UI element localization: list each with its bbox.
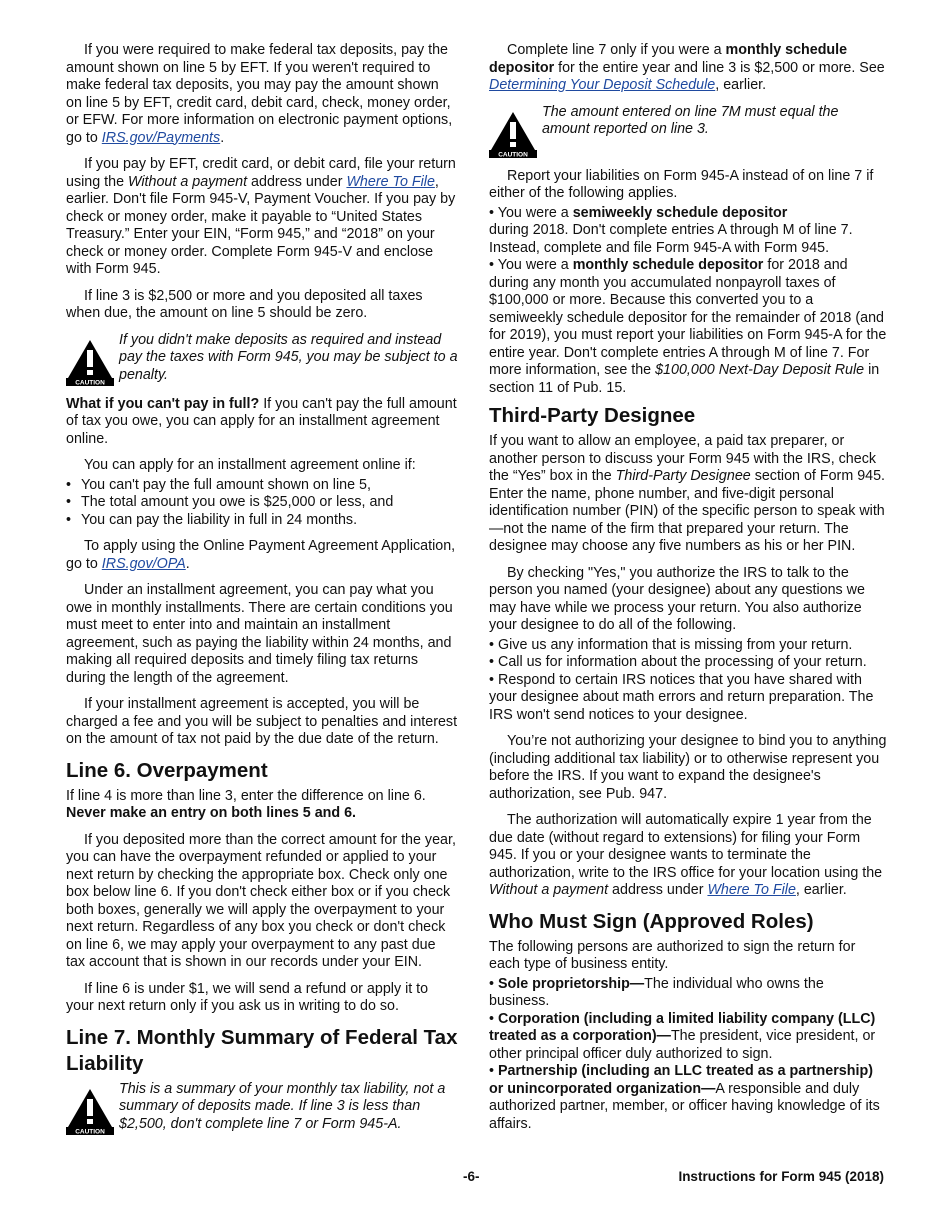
line6-intro: If line 4 is more than line 3, enter the difference on line 6. Never make an entry on both lines 5 and 6. <box>66 787 426 821</box>
caution-text: This is a summary of your monthly tax liability, not a summary of deposits made. If line 3 is less than $2,500, don't complete line 7 or Form 945-A. <box>119 1080 446 1132</box>
svg-text:CAUTION: CAUTION <box>75 1128 105 1135</box>
payment-methods-paragraph: If you were required to make federal tax deposits, pay the amount shown on line 5 by EFT. If you weren't required to make federal tax deposits, you may pay the amount shown on line 5 by EFT, credit card, debit card, check, money order, or EFW. For more information on electronic payment options, go to IRS.gov/Payments. <box>66 42 453 146</box>
where-to-file-link[interactable]: Where To File <box>707 882 796 898</box>
caution-icon <box>489 110 537 158</box>
left-column <box>66 42 458 1145</box>
who-must-sign-heading: Who Must Sign (Approved Roles) <box>489 909 814 933</box>
form945a-intro: Report your liabilities on Form 945-A instead of on line 7 if either of the following applies. <box>489 167 874 201</box>
page-number: -6- <box>463 1169 480 1184</box>
designee-limits-paragraph: You’re not authorizing your designee to bind you to anything (including additional tax liability) or to otherwise represent you before the IRS. If you want to expand the designee's authorization, see Pub. 947. <box>489 733 887 802</box>
svg-text:CAUTION: CAUTION <box>498 151 528 158</box>
list-item: • Sole proprietorship—The individual who owns the business. <box>489 975 824 1009</box>
list-item: • You can pay the liability in full in 24 months. <box>66 511 358 528</box>
caution-text: If you didn't make deposits as required and instead pay the taxes with Form 945, you may be subject to a penalty. <box>119 331 458 383</box>
svg-text:CAUTION: CAUTION <box>75 379 105 386</box>
list-item: • You were a semiweekly schedule depositor during 2018. Don't complete entries A through M of line 7. Instead, complete and file Form 945-A with Form 945. <box>489 204 853 256</box>
caution-block-1 <box>66 332 458 386</box>
caution-block-2 <box>66 1081 458 1135</box>
installment-conditions-paragraph: Under an installment agreement, you can pay what you owe in monthly installments. There are certain conditions you must meet to enter into and maintain an installment agreement, such as paying the liability within 24 months, and making all required deposits and timely filing tax returns during the length of the agreement. <box>66 582 453 686</box>
list-item: • You can't pay the full amount shown on line 5, <box>66 476 371 493</box>
refund-paragraph: If line 6 is under $1, we will send a refund or apply it to your next return only if you ask us in writing to do so. <box>66 980 429 1014</box>
irs-opa-link[interactable]: IRS.gov/OPA <box>101 555 186 572</box>
line3-paragraph: If line 3 is $2,500 or more and you deposited all taxes when due, the amount on line 5 should be zero. <box>66 287 423 321</box>
eft-paragraph: If you pay by EFT, credit card, or debit card, file your return using the Without a payment address under Where To File, earlier. Don't file Form 945-V, Payment Voucher. If you pay by check or money order, make it payable to “United States Treasury.” Enter your EIN, “Form 945,” and “2018” on your check or money order. Complete Form 945-V and enclose with Form 945. <box>66 156 456 277</box>
list-item: • Corporation (including a limited liability company (LLC) treated as a corporation)—The president, vice president, or other principal officer duly authorized to sign. <box>489 1010 876 1062</box>
deposit-schedule-link[interactable]: Determining Your Deposit Schedule <box>489 77 716 93</box>
document-title: Instructions for Form 945 (2018) <box>678 1169 884 1184</box>
caution-icon <box>66 338 114 386</box>
list-item: • Partnership (including an LLC treated as a partnership) or unincorporated organization—A responsible and duly authorized partner, member, or officer having knowledge of its affairs. <box>489 1063 880 1132</box>
where-to-file-link[interactable]: Where To File <box>346 173 435 190</box>
line6-heading: Line 6. Overpayment <box>66 758 268 782</box>
caution-text: The amount entered on line 7M must equal the amount reported on line 3. <box>542 103 839 137</box>
irs-payments-link[interactable]: IRS.gov/Payments <box>101 129 221 146</box>
list-item: • The total amount you owe is $25,000 or less, and <box>66 494 394 510</box>
designee-paragraph: If you want to allow an employee, a paid tax preparer, or another person to discuss your Form 945 with the IRS, check the “Yes” box in the Third-Party Designee section of Form 945. Enter the name, phone number, and five-digit personal identification number (PIN) of the specific person to speak with—not the name of the firm that prepared your return. The designee may choose any five numbers as his or her PIN. <box>489 433 886 554</box>
list-item: • Give us any information that is missing from your return. <box>489 636 853 653</box>
sign-intro: The following persons are authorized to sign the return for each type of business entity. <box>489 938 856 972</box>
installment-intro: You can apply for an installment agreement online if: <box>84 457 416 473</box>
line7-heading: Line 7. Monthly Summary of Federal Tax Liability <box>66 1025 458 1075</box>
third-party-designee-heading: Third-Party Designee <box>489 404 696 427</box>
caution-block-3 <box>489 104 887 158</box>
designee-authorization-paragraph: By checking "Yes," you authorize the IRS to talk to the person you named (your designee) about any questions we may have while we process your return. You also authorize your designee to do all of the following. <box>489 564 865 633</box>
line7-intro: Complete line 7 only if you were a monthly schedule depositor for the entire year and line 3 is $2,500 or more. See Determining Your Deposit Schedule, earlier. <box>489 42 885 93</box>
overpayment-paragraph: If you deposited more than the correct amount for the year, you can have the overpayment refunded or applied to your next return by checking the appropriate box. Check only one box below line 6. If you don't check either box or if you check both boxes, generally we will apply the overpayment to your next return. Regardless of any box you check or don't check on line 6, we may apply your overpayment to any past due tax account that is shown in our records under your EIN. <box>66 831 456 970</box>
authorization-expiry-paragraph: The authorization will automatically expire 1 year from the due date (without regard to extensions) for filing your Form 945. If you or your designee wants to terminate the authorization, write to the IRS office for your location using the Without a payment address under Where To File, earlier. <box>489 812 883 898</box>
cant-pay-paragraph: What if you can't pay in full? If you can't pay the full amount of tax you owe, you can apply for an installment agreement online. <box>66 395 457 447</box>
list-item: • Call us for information about the processing of your return. <box>489 654 867 670</box>
installment-fee-paragraph: If your installment agreement is accepted, you will be charged a fee and you will be subject to penalties and interest on the amount of tax not paid by the due date of the return. <box>66 696 458 747</box>
caution-icon <box>66 1087 114 1135</box>
right-column <box>489 42 887 1133</box>
opa-paragraph: To apply using the Online Payment Agreement Application, go to IRS.gov/OPA. <box>66 538 456 572</box>
list-item: • You were a monthly schedule depositor for 2018 and during any month you accumulated nonpayroll taxes of $100,000 or more. Because this converted you to a semiweekly schedule depositor for the remainder of 2018 (and for 2019), you must report your liabilities on Form 945-A for the entire year. Don't complete entries A through M of line 7. For more information, see the $100,000 Next-Day Deposit Rule in section 11 of Pub. 15. <box>489 257 887 396</box>
list-item: • Respond to certain IRS notices that you have shared with your designee about math errors and return preparation. The IRS won't send notices to your designee. <box>489 671 874 723</box>
